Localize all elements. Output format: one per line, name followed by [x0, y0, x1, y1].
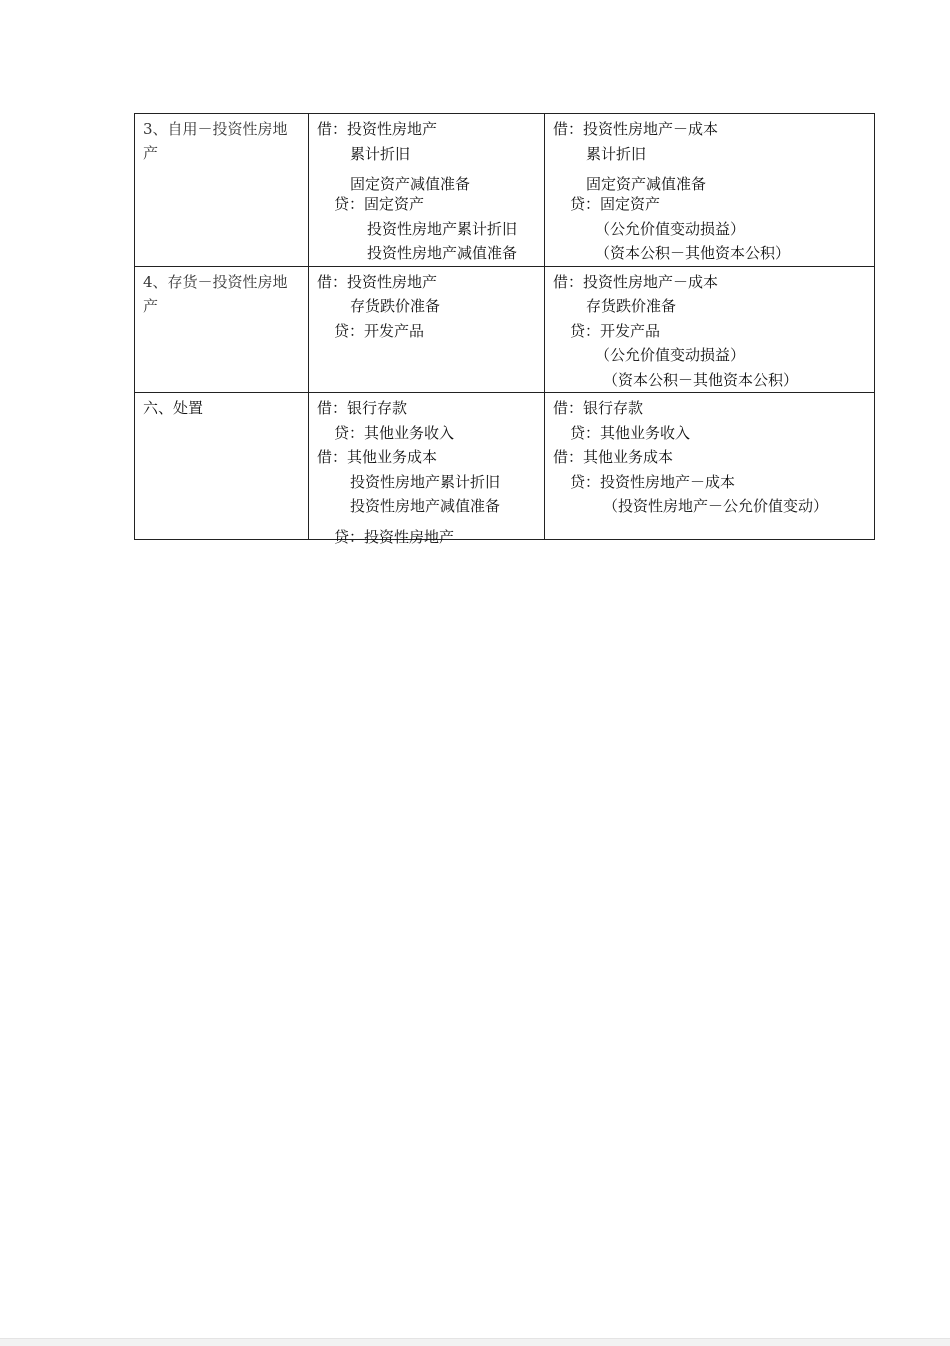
entry-line: 贷：投资性房地产	[334, 528, 455, 546]
table-row	[135, 266, 875, 393]
entry-line: （资本公积－其他资本公积）	[595, 244, 791, 262]
row-heading-cell	[135, 114, 309, 267]
entry-line: 借：投资性房地产－成本	[553, 120, 719, 138]
entry-line: 贷：开发产品	[334, 321, 425, 340]
table-row	[135, 393, 875, 540]
entry-line: 投资性房地产累计折旧	[350, 472, 501, 491]
entry-line: 借：投资性房地产－成本	[553, 272, 719, 291]
row-heading-cell	[135, 393, 309, 540]
entry-line: 贷：其他业务收入	[570, 423, 691, 442]
entry-line: 借：其他业务成本	[553, 448, 674, 466]
entry-line: 投资性房地产累计折旧	[367, 219, 518, 238]
entry-line: 投资性房地产减值准备	[367, 244, 518, 262]
row-heading-cell	[135, 266, 309, 393]
journal-entry-table	[134, 113, 875, 546]
entry-line: （公允价值变动损益）	[595, 219, 746, 238]
entry-line: （公允价值变动损益）	[595, 346, 746, 364]
entry-line: （投资性房地产－公允价值变动）	[603, 497, 829, 515]
entry-line: 固定资产减值准备	[350, 175, 471, 193]
entry-line: 借：银行存款	[317, 399, 408, 417]
entry-line: 借：其他业务成本	[317, 448, 438, 466]
cost-model-cell	[309, 393, 545, 546]
entry-line: 投资性房地产减值准备	[350, 497, 501, 515]
entry-line: 存货跌价准备	[350, 297, 441, 315]
entry-line: 累计折旧	[350, 144, 411, 163]
row-heading: 六、处置	[143, 399, 204, 417]
entry-line: 贷：固定资产	[334, 195, 425, 213]
entry-line: 贷：其他业务收入	[334, 423, 455, 442]
entry-line: 贷：固定资产	[570, 195, 661, 213]
entry-line: 累计折旧	[586, 144, 647, 163]
cost-model-cell	[309, 114, 545, 267]
entry-line: 固定资产减值准备	[586, 175, 707, 193]
entry-line: 贷：投资性房地产－成本	[570, 472, 736, 491]
entry-line: 存货跌价准备	[586, 297, 677, 315]
entry-line: （资本公积－其他资本公积）	[603, 370, 799, 389]
row-heading: 3、自用－投资性房地产	[143, 120, 288, 162]
entry-line: 贷：开发产品	[570, 321, 661, 340]
fair-value-model-cell	[545, 266, 875, 393]
fair-value-model-cell	[545, 393, 875, 540]
row-heading: 4、存货－投资性房地产	[143, 272, 288, 315]
cost-model-cell	[309, 266, 545, 393]
entry-line: 借：银行存款	[553, 399, 644, 417]
fair-value-model-cell	[545, 114, 875, 267]
entry-line: 借：投资性房地产	[317, 120, 438, 138]
table-row	[135, 114, 875, 267]
entry-line: 借：投资性房地产	[317, 272, 438, 291]
